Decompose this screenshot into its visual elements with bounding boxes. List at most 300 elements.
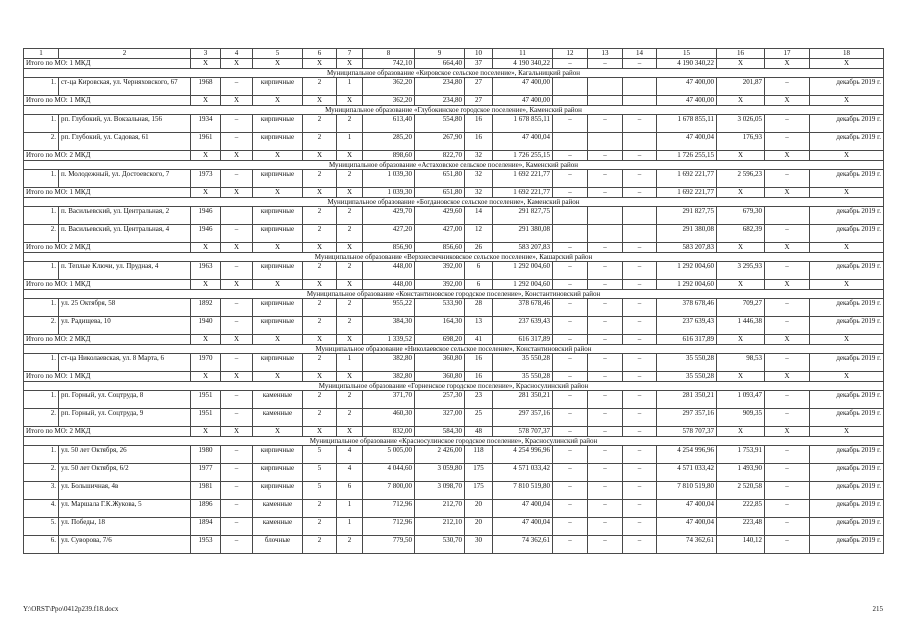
table-cell: 2 xyxy=(303,317,337,335)
table-cell: 392,00 xyxy=(415,262,465,280)
total-cell: X xyxy=(765,427,810,437)
total-cell: 360,80 xyxy=(415,372,465,382)
table-cell: 4 xyxy=(337,446,363,464)
table-cell: – xyxy=(221,446,253,464)
table-cell: 1970 xyxy=(191,354,221,372)
total-cell: 32 xyxy=(465,188,493,198)
table-cell: 7 810 519,80 xyxy=(657,482,717,500)
total-cell: X xyxy=(337,59,363,69)
table-cell: 1 678 855,11 xyxy=(657,115,717,133)
table-cell: 2 xyxy=(303,391,337,409)
table-cell: декабрь 2019 г. xyxy=(810,391,884,409)
table-cell: 2 xyxy=(303,354,337,372)
municipality-section-row xyxy=(24,69,884,78)
table-cell: – xyxy=(588,446,623,464)
table-cell: каменные xyxy=(253,518,303,536)
total-cell: 578 707,37 xyxy=(657,427,717,437)
total-cell: X xyxy=(810,188,884,198)
total-cell: 1 692 221,77 xyxy=(493,188,553,198)
table-cell: 382,80 xyxy=(363,354,415,372)
table-cell: 291 380,08 xyxy=(657,225,717,243)
table-cell: 909,35 xyxy=(717,409,765,427)
table-cell: 32 xyxy=(465,170,493,188)
table-cell: 14 xyxy=(465,207,493,225)
total-label: Итого по МО: 2 МКД xyxy=(24,335,191,345)
building-address: ул. Радищева, 10 xyxy=(59,317,191,335)
table-cell: каменные xyxy=(253,500,303,518)
table-cell: – xyxy=(553,170,588,188)
total-cell: X xyxy=(810,335,884,345)
total-cell: X xyxy=(337,96,363,106)
table-cell: 1951 xyxy=(191,409,221,427)
table-cell: декабрь 2019 г. xyxy=(810,262,884,280)
table-cell: 1953 xyxy=(191,536,221,554)
total-label: Итого по МО: 2 МКД xyxy=(24,243,191,253)
table-cell: 2 xyxy=(337,317,363,335)
total-cell: X xyxy=(221,335,253,345)
table-cell: – xyxy=(221,500,253,518)
table-cell: 164,30 xyxy=(415,317,465,335)
municipality-section-row xyxy=(24,253,884,262)
total-cell: X xyxy=(303,427,337,437)
total-cell: X xyxy=(810,59,884,69)
total-cell: X xyxy=(221,280,253,290)
total-cell: – xyxy=(553,372,588,382)
municipality-title: Муниципальное образование «Верхнесвечниковское сельское поселение», Кашарский район xyxy=(24,253,884,262)
table-cell: 16 xyxy=(465,115,493,133)
total-cell: 382,80 xyxy=(363,372,415,382)
municipality-total-row xyxy=(24,335,884,345)
municipality-section-row xyxy=(24,437,884,446)
table-cell: – xyxy=(588,262,623,280)
total-cell xyxy=(623,96,657,106)
table-cell: 6 xyxy=(465,262,493,280)
total-cell: X xyxy=(303,59,337,69)
column-number-cell: 18 xyxy=(810,49,884,59)
table-cell: 13 xyxy=(465,317,493,335)
table-cell: 2 xyxy=(337,409,363,427)
table-cell: 530,70 xyxy=(415,536,465,554)
table-cell: 2 xyxy=(303,78,337,96)
table-cell: – xyxy=(623,482,657,500)
table-cell: 2 xyxy=(337,299,363,317)
table-cell xyxy=(588,78,623,96)
table-cell: блочные xyxy=(253,536,303,554)
column-number-cell: 8 xyxy=(363,49,415,59)
total-cell: X xyxy=(253,335,303,345)
municipality-section-row xyxy=(24,382,884,391)
table-cell: кирпичные xyxy=(253,170,303,188)
table-cell: 2 426,00 xyxy=(415,446,465,464)
table-cell: 2. xyxy=(24,317,59,335)
total-cell: – xyxy=(553,151,588,161)
table-cell: 5 005,00 xyxy=(363,446,415,464)
total-cell: X xyxy=(191,335,221,345)
table-cell: – xyxy=(623,317,657,335)
register-table-container xyxy=(23,48,883,554)
table-cell: – xyxy=(623,409,657,427)
building-address: ст-ца Николаевская, ул. 8 Марта, 6 xyxy=(59,354,191,372)
table-cell: – xyxy=(588,115,623,133)
table-cell: – xyxy=(553,262,588,280)
table-cell: – xyxy=(765,262,810,280)
table-cell: 4 254 996,96 xyxy=(657,446,717,464)
municipality-title: Муниципальное образование «Астаховское сельское поселение», Каменский район xyxy=(24,161,884,170)
total-cell: X xyxy=(337,372,363,382)
total-cell: X xyxy=(253,280,303,290)
table-cell: 1896 xyxy=(191,500,221,518)
table-cell: – xyxy=(221,115,253,133)
table-cell: 4 044,60 xyxy=(363,464,415,482)
table-cell: 281 350,21 xyxy=(657,391,717,409)
total-cell: 651,80 xyxy=(415,188,465,198)
table-cell: – xyxy=(588,299,623,317)
total-cell: – xyxy=(553,280,588,290)
table-cell: 47 400,00 xyxy=(493,78,553,96)
total-cell: X xyxy=(765,243,810,253)
total-cell: 832,00 xyxy=(363,427,415,437)
table-cell: – xyxy=(588,500,623,518)
building-row xyxy=(24,317,884,335)
table-cell: кирпичные xyxy=(253,354,303,372)
table-cell: кирпичные xyxy=(253,262,303,280)
table-cell: – xyxy=(588,317,623,335)
table-cell: 378 678,46 xyxy=(493,299,553,317)
total-cell: X xyxy=(337,151,363,161)
total-cell: X xyxy=(221,96,253,106)
table-cell: 1. xyxy=(24,262,59,280)
table-cell: – xyxy=(553,464,588,482)
table-cell: декабрь 2019 г. xyxy=(810,170,884,188)
table-cell: 1 039,30 xyxy=(363,170,415,188)
column-number-cell: 9 xyxy=(415,49,465,59)
table-cell: – xyxy=(623,299,657,317)
municipality-title: Муниципальное образование «Константиновское городское поселение», Константиновский район xyxy=(24,290,884,299)
table-cell: декабрь 2019 г. xyxy=(810,133,884,151)
table-cell: декабрь 2019 г. xyxy=(810,409,884,427)
table-cell: 5 xyxy=(303,446,337,464)
total-cell: X xyxy=(191,151,221,161)
table-cell: 20 xyxy=(465,518,493,536)
column-number-cell: 17 xyxy=(765,49,810,59)
table-cell: 779,50 xyxy=(363,536,415,554)
total-cell: 822,70 xyxy=(415,151,465,161)
table-cell: – xyxy=(553,500,588,518)
building-row xyxy=(24,518,884,536)
table-cell: – xyxy=(553,391,588,409)
table-cell: 1981 xyxy=(191,482,221,500)
table-cell: – xyxy=(623,464,657,482)
total-label: Итого по МО: 2 МКД xyxy=(24,427,191,437)
total-cell: X xyxy=(765,335,810,345)
table-cell: 7 810 519,80 xyxy=(493,482,553,500)
table-cell: 3 026,05 xyxy=(717,115,765,133)
total-cell: X xyxy=(765,372,810,382)
table-cell: 2 xyxy=(303,500,337,518)
building-address: рп. Глубокий, ул. Вокзальная, 156 xyxy=(59,115,191,133)
table-cell: 1 xyxy=(337,133,363,151)
total-cell: X xyxy=(191,280,221,290)
table-cell: 712,96 xyxy=(363,518,415,536)
municipality-title: Муниципальное образование «Николаевское сельское поселение», Константиновский район xyxy=(24,345,884,354)
table-cell: – xyxy=(623,500,657,518)
table-cell: декабрь 2019 г. xyxy=(810,482,884,500)
table-cell xyxy=(588,133,623,151)
total-cell: X xyxy=(717,188,765,198)
total-cell: X xyxy=(810,96,884,106)
table-cell: 2 xyxy=(303,262,337,280)
table-cell: 1 692 221,77 xyxy=(493,170,553,188)
municipality-section-row xyxy=(24,161,884,170)
total-cell: – xyxy=(588,427,623,437)
table-cell: 2. xyxy=(24,464,59,482)
total-cell: 47 400,00 xyxy=(657,96,717,106)
municipality-section-row xyxy=(24,290,884,299)
table-cell: 362,20 xyxy=(363,78,415,96)
total-cell: – xyxy=(588,188,623,198)
table-cell: 47 400,04 xyxy=(657,500,717,518)
total-cell: X xyxy=(221,151,253,161)
table-cell: 2 xyxy=(337,225,363,243)
total-cell: 698,20 xyxy=(415,335,465,345)
table-cell: 118 xyxy=(465,446,493,464)
table-cell: – xyxy=(588,518,623,536)
table-cell: 212,10 xyxy=(415,518,465,536)
table-cell: – xyxy=(221,391,253,409)
table-cell xyxy=(553,133,588,151)
total-label: Итого по МО: 1 МКД xyxy=(24,96,191,106)
total-cell: 16 xyxy=(465,372,493,382)
total-cell: – xyxy=(588,243,623,253)
municipality-section-row xyxy=(24,345,884,354)
table-cell: 3 295,93 xyxy=(717,262,765,280)
total-cell: X xyxy=(191,243,221,253)
table-cell: – xyxy=(553,409,588,427)
table-cell: – xyxy=(765,115,810,133)
total-cell: – xyxy=(553,59,588,69)
total-cell: X xyxy=(765,96,810,106)
total-cell: 1 292 004,60 xyxy=(493,280,553,290)
table-cell: кирпичные xyxy=(253,225,303,243)
table-cell: – xyxy=(765,536,810,554)
table-cell: 212,70 xyxy=(415,500,465,518)
total-cell: X xyxy=(717,59,765,69)
total-cell: X xyxy=(221,59,253,69)
building-address: п. Молодежный, ул. Достоевского, 7 xyxy=(59,170,191,188)
table-cell: 2 xyxy=(303,299,337,317)
municipality-total-row xyxy=(24,372,884,382)
building-address: п. Васильевский, ул. Центральная, 4 xyxy=(59,225,191,243)
building-address: п. Васильевский, ул. Центральная, 2 xyxy=(59,207,191,225)
table-cell: 679,30 xyxy=(717,207,765,225)
table-cell: – xyxy=(623,518,657,536)
table-cell: 1894 xyxy=(191,518,221,536)
table-cell: 427,00 xyxy=(415,225,465,243)
total-label: Итого по МО: 1 МКД xyxy=(24,59,191,69)
table-cell: – xyxy=(765,354,810,372)
total-label: Итого по МО: 1 МКД xyxy=(24,280,191,290)
table-cell: кирпичные xyxy=(253,133,303,151)
total-cell: 742,10 xyxy=(363,59,415,69)
table-cell: 74 362,61 xyxy=(657,536,717,554)
total-cell: – xyxy=(623,243,657,253)
total-cell: 1 692 221,77 xyxy=(657,188,717,198)
table-cell: 1 xyxy=(337,78,363,96)
table-cell: – xyxy=(623,391,657,409)
table-cell: – xyxy=(221,409,253,427)
table-cell xyxy=(623,207,657,225)
total-cell: 664,40 xyxy=(415,59,465,69)
total-cell: – xyxy=(623,188,657,198)
building-address: ул. 50 лет Октября, 6/2 xyxy=(59,464,191,482)
table-cell: – xyxy=(623,170,657,188)
table-cell: 448,00 xyxy=(363,262,415,280)
table-cell: 2 520,58 xyxy=(717,482,765,500)
building-row xyxy=(24,391,884,409)
total-cell: – xyxy=(588,335,623,345)
building-address: рп. Глубокий, ул. Садовая, 61 xyxy=(59,133,191,151)
table-cell: 429,60 xyxy=(415,207,465,225)
table-cell: – xyxy=(623,262,657,280)
table-cell: 1 xyxy=(337,500,363,518)
table-cell: 140,12 xyxy=(717,536,765,554)
column-number-cell: 1 xyxy=(24,49,59,59)
municipality-total-row xyxy=(24,96,884,106)
municipality-section-row xyxy=(24,106,884,115)
building-row xyxy=(24,464,884,482)
table-cell: 2 xyxy=(303,536,337,554)
total-cell: 35 550,28 xyxy=(493,372,553,382)
building-address: ул. 25 Октября, 58 xyxy=(59,299,191,317)
footer-file-path: Y:\ORST\Ppo\0412p239.f18.docx xyxy=(23,605,119,613)
total-cell: X xyxy=(221,427,253,437)
table-cell: 371,70 xyxy=(363,391,415,409)
table-cell xyxy=(623,78,657,96)
table-cell: – xyxy=(553,536,588,554)
total-cell: – xyxy=(623,372,657,382)
table-cell: декабрь 2019 г. xyxy=(810,500,884,518)
table-cell: 1963 xyxy=(191,262,221,280)
table-cell: декабрь 2019 г. xyxy=(810,518,884,536)
table-cell: 1. xyxy=(24,115,59,133)
table-cell: – xyxy=(221,262,253,280)
building-row xyxy=(24,207,884,225)
table-cell: – xyxy=(765,133,810,151)
total-label: Итого по МО: 1 МКД xyxy=(24,188,191,198)
table-cell xyxy=(588,225,623,243)
table-cell: 4 571 033,42 xyxy=(493,464,553,482)
total-cell: – xyxy=(553,427,588,437)
total-cell: X xyxy=(810,280,884,290)
table-cell: 1 xyxy=(337,354,363,372)
table-cell: 291 827,75 xyxy=(657,207,717,225)
table-cell: 291 827,75 xyxy=(493,207,553,225)
table-cell: 175 xyxy=(465,482,493,500)
table-cell: – xyxy=(221,518,253,536)
table-cell: 2 xyxy=(303,170,337,188)
total-cell: X xyxy=(717,243,765,253)
total-cell: X xyxy=(337,427,363,437)
municipality-total-row xyxy=(24,151,884,161)
table-cell: 1892 xyxy=(191,299,221,317)
table-cell: – xyxy=(221,133,253,151)
total-cell: – xyxy=(623,427,657,437)
table-cell: 1. xyxy=(24,78,59,96)
total-cell: 1 726 255,15 xyxy=(493,151,553,161)
table-cell: – xyxy=(765,78,810,96)
table-cell: 3 059,80 xyxy=(415,464,465,482)
table-cell xyxy=(623,225,657,243)
total-cell: X xyxy=(717,335,765,345)
total-cell: 583 207,83 xyxy=(657,243,717,253)
table-cell: 35 550,28 xyxy=(657,354,717,372)
building-address: п. Теплые Ключи, ул. Прудная, 4 xyxy=(59,262,191,280)
table-cell: кирпичные xyxy=(253,482,303,500)
total-cell: 578 707,37 xyxy=(493,427,553,437)
total-cell: 37 xyxy=(465,59,493,69)
total-cell: X xyxy=(810,151,884,161)
table-cell: – xyxy=(553,317,588,335)
table-cell: 5 xyxy=(303,482,337,500)
table-cell: 651,80 xyxy=(415,170,465,188)
table-cell: 47 400,04 xyxy=(493,500,553,518)
table-cell: 1946 xyxy=(191,207,221,225)
table-cell: 378 678,46 xyxy=(657,299,717,317)
table-cell: – xyxy=(623,354,657,372)
municipality-section-row xyxy=(24,198,884,207)
total-cell: X xyxy=(303,372,337,382)
table-cell: 1977 xyxy=(191,464,221,482)
building-row xyxy=(24,409,884,427)
table-cell: декабрь 2019 г. xyxy=(810,464,884,482)
column-number-cell: 13 xyxy=(588,49,623,59)
table-cell: 2 xyxy=(303,133,337,151)
table-cell: 47 400,04 xyxy=(493,133,553,151)
table-cell: 1940 xyxy=(191,317,221,335)
table-cell: 98,53 xyxy=(717,354,765,372)
table-cell: – xyxy=(221,317,253,335)
table-cell: 237 639,43 xyxy=(493,317,553,335)
table-cell: 74 362,61 xyxy=(493,536,553,554)
table-cell: – xyxy=(623,536,657,554)
table-cell: 533,90 xyxy=(415,299,465,317)
column-number-cell: 5 xyxy=(253,49,303,59)
table-cell: декабрь 2019 г. xyxy=(810,299,884,317)
table-cell: 47 400,04 xyxy=(657,518,717,536)
table-cell: 2 xyxy=(303,115,337,133)
table-cell: – xyxy=(553,354,588,372)
table-cell: 1 753,91 xyxy=(717,446,765,464)
building-row xyxy=(24,115,884,133)
table-cell: – xyxy=(765,518,810,536)
table-cell: – xyxy=(765,391,810,409)
building-row xyxy=(24,536,884,554)
total-cell: 856,90 xyxy=(363,243,415,253)
total-cell: – xyxy=(623,335,657,345)
municipality-title: Муниципальное образование «Глубокинское городское поселение», Каменский район xyxy=(24,106,884,115)
table-cell xyxy=(553,207,588,225)
table-cell: – xyxy=(765,317,810,335)
table-cell: декабрь 2019 г. xyxy=(810,317,884,335)
table-cell: 1. xyxy=(24,446,59,464)
table-cell: 6. xyxy=(24,536,59,554)
table-cell: 47 400,00 xyxy=(657,78,717,96)
table-cell: 2 xyxy=(337,262,363,280)
table-cell: 291 380,08 xyxy=(493,225,553,243)
total-cell: 234,80 xyxy=(415,96,465,106)
total-cell: 47 400,00 xyxy=(493,96,553,106)
total-cell: X xyxy=(717,96,765,106)
